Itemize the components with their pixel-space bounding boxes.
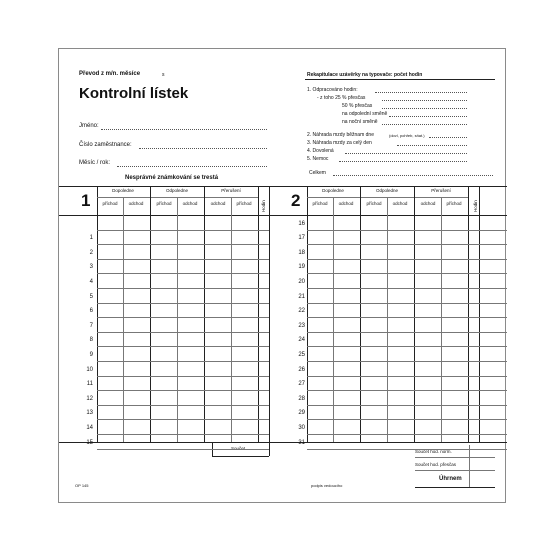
right-row-line: [307, 419, 507, 420]
right-group-underline: [307, 197, 469, 198]
sum-label: Součet: [231, 446, 246, 451]
signature-label: podpis vedoucího: [311, 483, 343, 488]
right-row-number: 24: [298, 337, 305, 344]
left-col-sep-0: [97, 186, 98, 442]
left-row-number: 9: [89, 352, 93, 358]
sum-overtime-label: Součet hod. přesčas: [415, 462, 457, 467]
left-row-number: 7: [89, 322, 93, 329]
left-row-line: [97, 434, 269, 435]
right-sub-out-3: odchod: [420, 201, 436, 206]
right-row-number: 28: [298, 395, 305, 402]
right-row-number: 17: [298, 235, 305, 242]
recap-line-1a-dots[interactable]: [382, 100, 467, 101]
left-row-line: [97, 361, 269, 362]
left-col-sep-7: [269, 186, 270, 442]
right-row-number: 27: [298, 381, 305, 388]
right-row-number: 30: [298, 425, 305, 431]
left-col-sep-2: [150, 186, 151, 442]
sum-box-bottom: [212, 456, 269, 457]
right-row-line: [307, 259, 507, 260]
right-hours-label: Hodin: [473, 200, 478, 212]
left-col-sep-4: [204, 186, 205, 442]
right-row-number: 19: [298, 264, 305, 271]
right-row-line: [307, 390, 507, 391]
recap-line-1-dots[interactable]: [375, 92, 467, 93]
warning-text: Nesprávné známkování se trestá: [125, 175, 219, 181]
recap-total: Celkem: [309, 170, 326, 176]
left-sub-in-3: příchod: [236, 201, 252, 206]
left-row-line: [97, 332, 269, 333]
right-row-line: [307, 332, 507, 333]
left-row-line: [97, 273, 269, 274]
recap-line-2: 2. Náhrada mzdy běžnam dne: [307, 132, 374, 138]
right-row-line: [307, 317, 507, 318]
right-sub-in-3: příchod: [446, 201, 462, 206]
left-row-line: [97, 244, 269, 245]
sum-box-divider: [469, 445, 470, 487]
right-row-number: 22: [298, 308, 305, 315]
left-col-sep-6: [258, 186, 259, 442]
right-group-afternoon: Odpoledne: [375, 188, 399, 193]
right-col-sep-6: [468, 186, 469, 442]
left-row-number: 8: [89, 337, 93, 344]
recap-line-1a: - z toho 25 % přesčas: [317, 95, 366, 101]
sum-box-right: [269, 442, 270, 456]
transfer-label: Převod z m/n. měsíce: [79, 71, 141, 77]
field-employee-number-line[interactable]: [139, 148, 267, 149]
transfer-suffix: s: [162, 72, 165, 78]
field-month-year-line[interactable]: [117, 166, 267, 167]
right-col-sep-4: [414, 186, 415, 442]
right-row-line: [307, 361, 507, 362]
left-group-underline: [97, 197, 259, 198]
recap-line-2-dots[interactable]: [429, 137, 467, 138]
right-row-line: [307, 346, 507, 347]
left-hours-label: Hodin: [261, 200, 266, 212]
recap-line-2-note: (dovl, pohřeb, sňat.): [389, 133, 425, 138]
recap-line-5: 5. Nemoc: [307, 156, 329, 162]
sum-norm-line: [415, 457, 495, 458]
right-row-line: [307, 434, 507, 435]
right-row-number: 29: [298, 410, 305, 417]
left-row-number: 11: [86, 381, 93, 388]
right-row-line: [307, 303, 507, 304]
recap-line-1d: na noční směně: [342, 119, 378, 125]
right-row-line: [307, 230, 507, 231]
field-employee-number-label: Číslo zaměstnance:: [79, 142, 132, 148]
right-row-number: 21: [298, 293, 305, 300]
left-row-number: 6: [89, 308, 93, 315]
left-row-line: [97, 259, 269, 260]
right-sub-in-1: příchod: [312, 201, 328, 206]
recap-line-3-dots[interactable]: [397, 145, 467, 146]
right-sub-out-2: odchod: [392, 201, 408, 206]
right-row-line: [307, 449, 507, 450]
form-title: Kontrolní lístek: [79, 85, 189, 102]
left-row-number: 3: [89, 264, 93, 271]
sum-overtime-line: [415, 470, 495, 471]
left-row-line: [97, 376, 269, 377]
right-sub-in-2: příchod: [366, 201, 382, 206]
left-row-line: [97, 419, 269, 420]
right-row-line: [307, 288, 507, 289]
right-row-line: [307, 405, 507, 406]
left-row-number: 14: [86, 425, 93, 431]
right-row-number: 25: [298, 352, 305, 358]
right-row-number: 26: [298, 366, 305, 373]
sum-norm-label: Součet hod. norm.: [415, 449, 452, 454]
left-sub-in-1: příchod: [102, 201, 118, 206]
right-sub-out-1: odchod: [338, 201, 354, 206]
left-row-number: 5: [89, 293, 93, 300]
right-row-number: 20: [298, 279, 305, 285]
right-row-number: 18: [298, 249, 305, 256]
left-row-number: 12: [86, 395, 93, 402]
recap-line-4-dots[interactable]: [345, 153, 467, 154]
field-month-year-label: Měsíc / rok:: [79, 160, 111, 166]
left-row-number: 13: [86, 410, 93, 417]
right-col-sep-0: [307, 186, 308, 442]
left-sub-out-3: odchod: [210, 201, 226, 206]
left-row-line: [97, 390, 269, 391]
recap-line-1d-dots[interactable]: [382, 124, 467, 125]
field-name-line[interactable]: [101, 129, 267, 130]
recap-line-1c-dots[interactable]: [389, 116, 467, 117]
recap-line-1c: na odpolední směně: [342, 111, 388, 117]
left-row-number: 1: [89, 235, 93, 242]
left-row-number: 15: [86, 439, 93, 446]
section-1-number: 1: [81, 191, 91, 210]
left-group-afternoon: Odpoledne: [165, 188, 189, 193]
left-sub-out-2: odchod: [182, 201, 198, 206]
left-row-line: [97, 449, 269, 450]
right-row-number: 31: [298, 439, 305, 446]
right-col-sep-2: [360, 186, 361, 442]
right-row-line: [307, 273, 507, 274]
total-line: [415, 487, 495, 488]
left-row-line: [97, 317, 269, 318]
right-group-morning: Dopoledne: [322, 188, 344, 193]
recap-title: Rekapitulace uzávěrky na typovače: počet hodin: [307, 72, 423, 78]
left-group-morning: Dopoledne: [112, 188, 134, 193]
left-row-line: [97, 230, 269, 231]
left-sub-in-2: příchod: [156, 201, 172, 206]
left-row-line: [97, 288, 269, 289]
right-row-line: [307, 376, 507, 377]
recap-line-4: 4. Dovolená: [307, 148, 334, 154]
left-row-number: 4: [89, 279, 93, 285]
time-sheet-form: [58, 48, 506, 503]
table-header-bottom: [59, 215, 507, 216]
recap-line-5-dots[interactable]: [339, 161, 467, 162]
recap-line-3: 3. Náhrada mzdy za celý den: [307, 140, 372, 146]
left-sub-out-1: odchod: [128, 201, 144, 206]
table-top-border: [59, 186, 507, 187]
recap-line-1: 1. Odpracováno hodin:: [307, 87, 358, 93]
right-group-break: Přerušení: [431, 188, 451, 193]
form-code: OP 145: [75, 483, 89, 488]
right-row-number: 23: [298, 322, 305, 329]
left-row-line: [97, 405, 269, 406]
recap-line-1b: 50 % přesčas: [342, 103, 373, 109]
right-row-number: 16: [298, 220, 305, 227]
table-bottom-border: [59, 442, 507, 443]
right-col-sep-7: [479, 186, 480, 442]
total-label: Úhrnem: [439, 476, 462, 482]
field-name-label: Jméno:: [79, 123, 99, 129]
left-row-line: [97, 303, 269, 304]
left-row-number: 10: [86, 366, 93, 373]
left-group-break: Přerušení: [221, 188, 241, 193]
right-row-line: [307, 244, 507, 245]
recap-title-underline: [305, 79, 495, 80]
section-2-number: 2: [291, 191, 301, 210]
recap-total-dots[interactable]: [333, 175, 493, 176]
recap-line-1b-dots[interactable]: [382, 108, 467, 109]
left-row-number: 2: [89, 249, 93, 256]
left-row-line: [97, 346, 269, 347]
